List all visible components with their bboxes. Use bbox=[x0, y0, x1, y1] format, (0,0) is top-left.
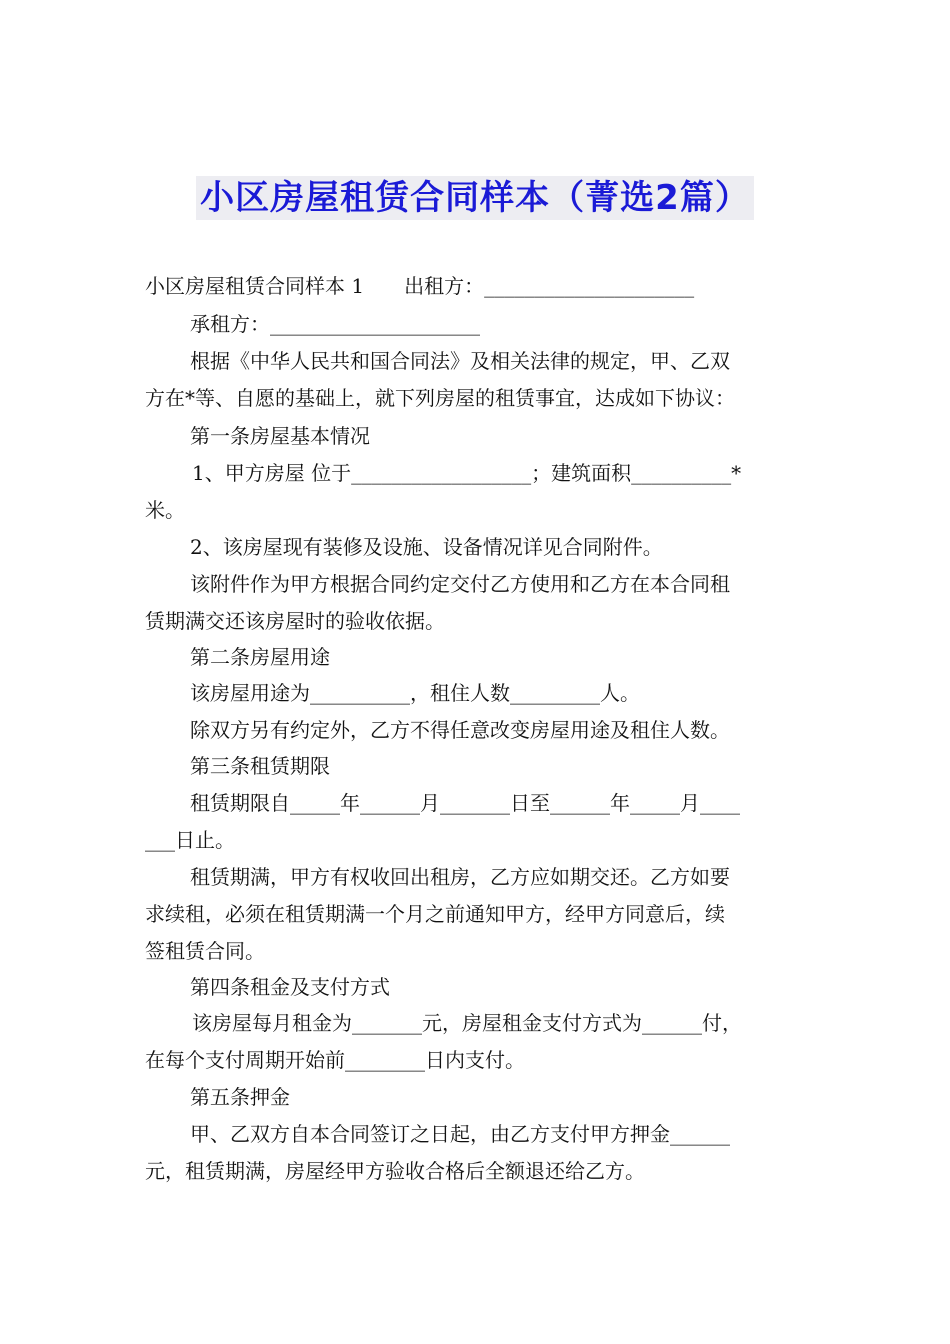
article-heading: 第五条押金 bbox=[190, 1085, 290, 1109]
paragraph-line: 租赁期限自_____年______月_______日至______年_____月____ bbox=[190, 791, 740, 815]
paragraph-line: 元，租赁期满，房屋经甲方验收合格后全额退还给乙方。 bbox=[145, 1159, 645, 1183]
paragraph-line: 租赁期满，甲方有权收回出租房，乙方应如期交还。乙方如要 bbox=[190, 865, 730, 889]
article-heading: 第一条房屋基本情况 bbox=[190, 424, 370, 448]
article-heading: 第二条房屋用途 bbox=[190, 645, 330, 669]
paragraph-line: 该房屋每月租金为_______元，房屋租金支付方式为______付， bbox=[192, 1011, 742, 1035]
paragraph-line: 1、甲方房屋 位于__________________；建筑面积__________* bbox=[192, 461, 742, 485]
line-1 bbox=[145, 272, 694, 300]
paragraph-line: 方在*等、自愿的基础上，就下列房屋的租赁事宜，达成如下协议： bbox=[145, 386, 735, 410]
paragraph-line: 米。 bbox=[145, 498, 185, 522]
paragraph-line: ___日止。 bbox=[145, 828, 235, 852]
article-heading: 第四条租金及支付方式 bbox=[190, 975, 390, 999]
lessee-field: 承租方：_____________________ bbox=[190, 312, 480, 336]
document-title: 小区房屋租赁合同样本（菁选2篇） bbox=[196, 176, 754, 220]
title-container bbox=[0, 176, 950, 220]
section-heading-sample-1: 小区房屋租赁合同样本 1 bbox=[145, 274, 365, 298]
paragraph-line: 求续租，必须在租赁期满一个月之前通知甲方，经甲方同意后，续 bbox=[145, 902, 725, 926]
paragraph-line: 该附件作为甲方根据合同约定交付乙方使用和乙方在本合同租 bbox=[190, 572, 730, 596]
paragraph-line: 根据《中华人民共和国合同法》及相关法律的规定，甲、乙双 bbox=[190, 349, 730, 373]
paragraph-line: 该房屋用途为__________，租住人数_________人。 bbox=[190, 681, 640, 705]
paragraph-line: 甲、乙双方自本合同签订之日起，由乙方支付甲方押金______ bbox=[190, 1122, 730, 1146]
paragraph-line: 签租赁合同。 bbox=[145, 939, 265, 963]
article-heading: 第三条租赁期限 bbox=[190, 754, 330, 778]
paragraph-line: 在每个支付周期开始前________日内支付。 bbox=[145, 1048, 525, 1072]
lessor-field: 出租方：_____________________ bbox=[404, 274, 695, 298]
paragraph-line: 赁期满交还该房屋时的验收依据。 bbox=[145, 609, 445, 633]
paragraph-line: 除双方另有约定外，乙方不得任意改变房屋用途及租住人数。 bbox=[190, 718, 730, 742]
paragraph-line: 2、该房屋现有装修及设施、设备情况详见合同附件。 bbox=[190, 535, 663, 559]
